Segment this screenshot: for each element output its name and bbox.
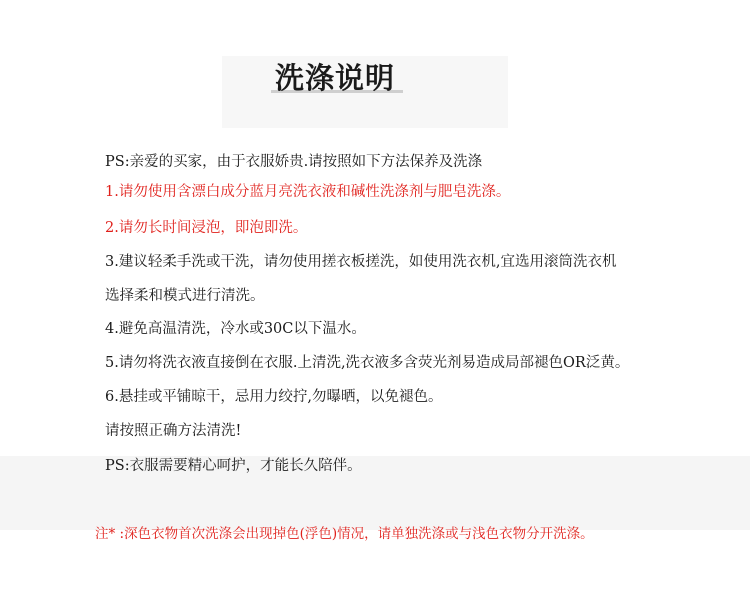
instruction-line-1: 1.请勿使用含漂白成分蓝月亮洗衣液和碱性洗涤剂与肥皂洗涤。 <box>105 184 511 200</box>
instruction-line-4: 4.避免高温清洗，冷水或30C以下温水。 <box>105 321 366 337</box>
instruction-line-ps-intro: PS:亲爱的买家，由于衣服娇贵.请按照如下方法保养及洗涤 <box>105 154 483 170</box>
instruction-line-2: 2.请勿长时间浸泡，即泡即洗。 <box>105 220 308 236</box>
instruction-line-3-cont: 选择柔和模式进行清洗。 <box>105 288 265 304</box>
instruction-line-3: 3.建议轻柔手洗或干洗，请勿使用搓衣板搓洗，如使用洗衣机,宜选用滚筒洗衣机 <box>105 254 617 270</box>
footer-note: 注* :深色衣物首次洗涤会出现掉色(浮色)情况，请单独洗涤或与浅色衣物分开洗涤。 <box>95 526 594 542</box>
instruction-line-5: 5.请勿将洗衣液直接倒在衣服.上清洗,洗衣液多含荧光剂易造成局部褪色OR泛黄。 <box>105 355 630 371</box>
instruction-line-ps-closing: PS:衣服需要精心呵护，才能长久陪伴。 <box>105 458 362 474</box>
instruction-line-6: 6.悬挂或平铺晾干，忌用力绞拧,勿曝晒，以免褪色。 <box>105 389 443 405</box>
instruction-line-reminder: 请按照正确方法清洗! <box>105 423 242 439</box>
page-title: 洗涤说明 <box>275 61 396 95</box>
